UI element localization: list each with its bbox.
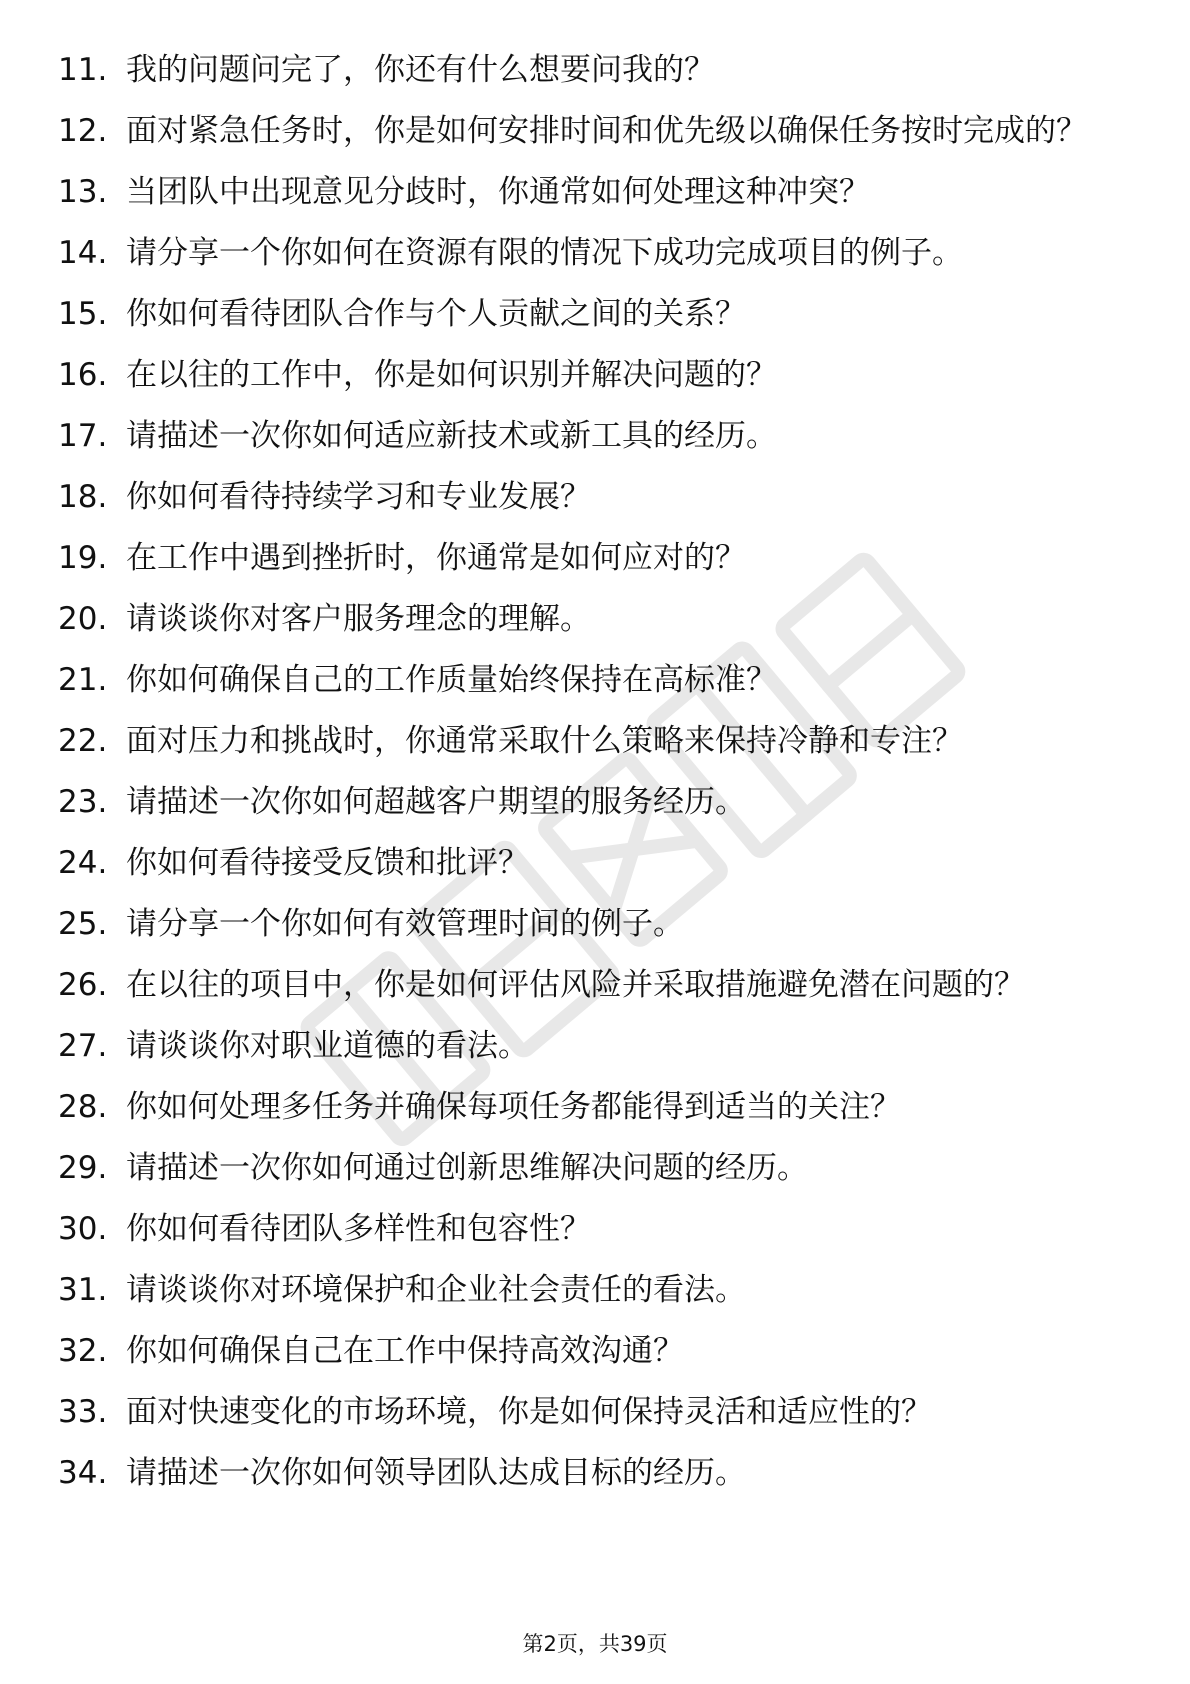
list-item	[58, 294, 1118, 334]
question-number: 13.	[58, 174, 108, 210]
question-number: 18.	[58, 479, 108, 515]
question-text: 请谈谈你对职业道德的看法。	[126, 1028, 529, 1064]
list-item	[58, 1270, 1118, 1310]
question-number: 20.	[58, 601, 108, 637]
list-item	[58, 843, 1118, 883]
question-text: 请描述一次你如何通过创新思维解决问题的经历。	[126, 1150, 808, 1186]
question-text: 你如何确保自己的工作质量始终保持在高标准？	[126, 662, 777, 698]
question-number: 17.	[58, 418, 108, 454]
list-item	[58, 1453, 1118, 1493]
list-item	[58, 477, 1118, 517]
question-number: 21.	[58, 662, 108, 698]
list-item	[58, 50, 1118, 90]
question-number: 12.	[58, 113, 108, 149]
question-text: 请描述一次你如何适应新技术或新工具的经历。	[126, 418, 777, 454]
list-item	[58, 1209, 1118, 1249]
question-text: 请描述一次你如何超越客户期望的服务经历。	[126, 784, 746, 820]
list-item	[58, 1026, 1118, 1066]
list-item	[58, 1148, 1118, 1188]
question-number: 29.	[58, 1150, 108, 1186]
question-number: 24.	[58, 845, 108, 881]
question-number: 23.	[58, 784, 108, 820]
question-number: 26.	[58, 967, 108, 1003]
question-number: 15.	[58, 296, 108, 332]
question-number: 30.	[58, 1211, 108, 1247]
question-text: 你如何处理多任务并确保每项任务都能得到适当的关注？	[126, 1089, 901, 1125]
list-item	[58, 538, 1118, 578]
question-list	[58, 50, 1118, 1514]
question-text: 请描述一次你如何领导团队达成目标的经历。	[126, 1455, 746, 1491]
question-text: 我的问题问完了，你还有什么想要问我的？	[126, 52, 715, 88]
question-number: 28.	[58, 1089, 108, 1125]
question-text: 面对紧急任务时，你是如何安排时间和优先级以确保任务按时完成的？	[126, 113, 1087, 149]
question-text: 请谈谈你对客户服务理念的理解。	[126, 601, 591, 637]
question-number: 16.	[58, 357, 108, 393]
question-text: 你如何确保自己在工作中保持高效沟通？	[126, 1333, 684, 1369]
list-item	[58, 660, 1118, 700]
question-text: 在以往的工作中，你是如何识别并解决问题的？	[126, 357, 777, 393]
question-text: 请谈谈你对环境保护和企业社会责任的看法。	[126, 1272, 746, 1308]
question-text: 当团队中出现意见分歧时，你通常如何处理这种冲突？	[126, 174, 870, 210]
question-text: 你如何看待接受反馈和批评？	[126, 845, 529, 881]
question-number: 25.	[58, 906, 108, 942]
question-text: 你如何看待团队多样性和包容性？	[126, 1211, 591, 1247]
page-footer: 第2页，共39页	[522, 1632, 668, 1656]
list-item	[58, 111, 1118, 151]
list-item	[58, 721, 1118, 761]
list-item	[58, 1392, 1118, 1432]
list-item	[58, 965, 1118, 1005]
list-item	[58, 782, 1118, 822]
question-text: 请分享一个你如何有效管理时间的例子。	[126, 906, 684, 942]
list-item	[58, 355, 1118, 395]
list-item	[58, 172, 1118, 212]
question-text: 请分享一个你如何在资源有限的情况下成功完成项目的例子。	[126, 235, 963, 271]
question-number: 34.	[58, 1455, 108, 1491]
question-text: 你如何看待团队合作与个人贡献之间的关系？	[126, 296, 746, 332]
question-text: 面对压力和挑战时，你通常采取什么策略来保持冷静和专注？	[126, 723, 963, 759]
question-number: 33.	[58, 1394, 108, 1430]
question-number: 32.	[58, 1333, 108, 1369]
list-item	[58, 233, 1118, 273]
question-number: 14.	[58, 235, 108, 271]
list-item	[58, 416, 1118, 456]
list-item	[58, 904, 1118, 944]
list-item	[58, 1087, 1118, 1127]
question-text: 在以往的项目中，你是如何评估风险并采取措施避免潜在问题的？	[126, 967, 1025, 1003]
question-number: 22.	[58, 723, 108, 759]
question-number: 31.	[58, 1272, 108, 1308]
list-item	[58, 599, 1118, 639]
list-item	[58, 1331, 1118, 1371]
question-text: 在工作中遇到挫折时，你通常是如何应对的？	[126, 540, 746, 576]
question-number: 11.	[58, 52, 108, 88]
question-number: 27.	[58, 1028, 108, 1064]
question-number: 19.	[58, 540, 108, 576]
question-text: 面对快速变化的市场环境，你是如何保持灵活和适应性的？	[126, 1394, 932, 1430]
question-text: 你如何看待持续学习和专业发展？	[126, 479, 591, 515]
